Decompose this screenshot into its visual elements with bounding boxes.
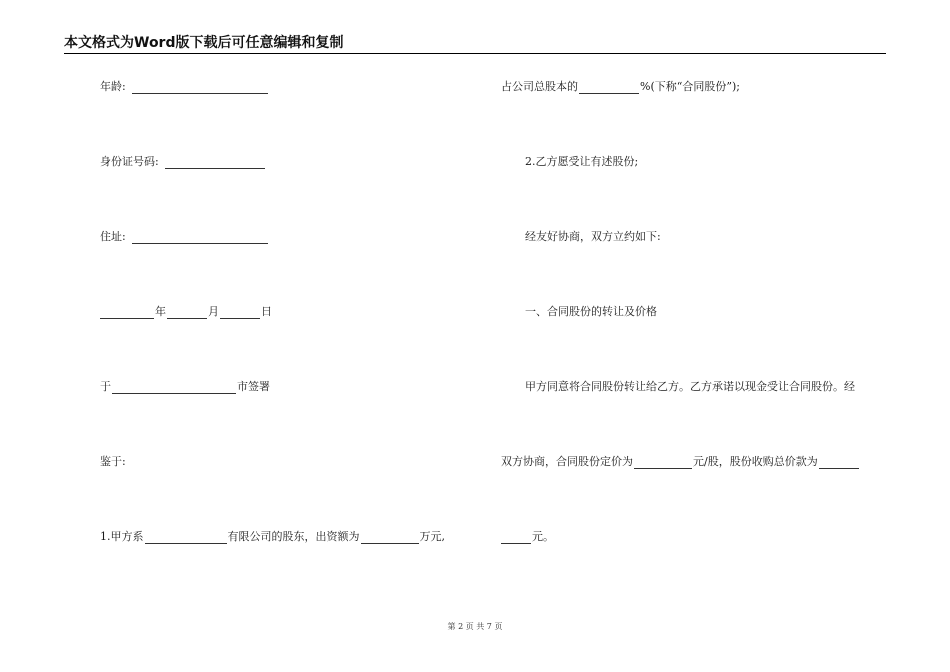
whereas-line [100,455,126,469]
year-blank[interactable] [100,307,154,319]
id-number-label: 身份证号码: [100,155,159,168]
section-1-title-line [525,305,657,319]
clause-2-text: 2.乙方愿受让有述股份; [525,155,639,168]
price-per-share-blank[interactable] [634,457,692,469]
share-percent-blank[interactable] [579,82,639,94]
price-mid: 元/股，股份收购总价款为 [693,455,818,468]
age-label: 年龄: [100,80,126,93]
clause-1-suffix: 万元, [419,530,445,543]
signing-place-line [100,380,270,394]
year-label: 年 [155,305,166,318]
section-1-title: 一、合同股份的转让及价格 [525,305,657,318]
total-price-continued-blank[interactable] [501,532,531,544]
total-price-suffix: 元。 [532,530,554,543]
total-price-line [501,530,554,544]
price-prefix: 双方协商，合同股份定价为 [501,455,633,468]
clause-1-mid: 有限公司的股东，出资额为 [227,530,360,543]
month-label: 月 [208,305,219,318]
place-prefix: 于 [100,380,111,393]
address-blank[interactable] [132,232,268,244]
price-line [501,455,860,469]
header-divider [64,53,886,54]
age-blank[interactable] [132,82,268,94]
company-name-blank[interactable] [145,532,227,544]
id-number-blank[interactable] [165,157,265,169]
date-line [100,305,272,319]
clause-1-prefix: 1.甲方系 [100,530,144,543]
total-price-blank[interactable] [819,457,859,469]
id-number-line [100,155,266,169]
day-label: 日 [261,305,272,318]
agreed-line [525,230,661,244]
clause-2-line [525,155,638,169]
share-prefix: 占公司总股本的 [501,80,578,93]
share-suffix: %(下称“合同股份”); [640,80,740,93]
whereas-label: 鉴于: [100,455,126,468]
address-label: 住址: [100,230,126,243]
agreed-text: 经友好协商，双方立约如下: [525,230,661,243]
transfer-paragraph-text: 甲方同意将合同股份转让给乙方。乙方承诺以现金受让合同股份。经 [525,380,855,393]
share-percent-line [501,80,740,94]
document-header-title: 本文格式为Word版下载后可任意编辑和复制 [64,35,344,51]
clause-1-line [100,530,445,544]
address-line [100,230,269,244]
page-number-footer: 第 2 页 共 7 页 [447,622,503,631]
capital-amount-blank[interactable] [361,532,419,544]
city-blank[interactable] [112,382,236,394]
age-line [100,80,269,94]
day-blank[interactable] [220,307,260,319]
month-blank[interactable] [167,307,207,319]
transfer-paragraph-line [525,380,855,394]
place-suffix: 市签署 [237,380,270,393]
